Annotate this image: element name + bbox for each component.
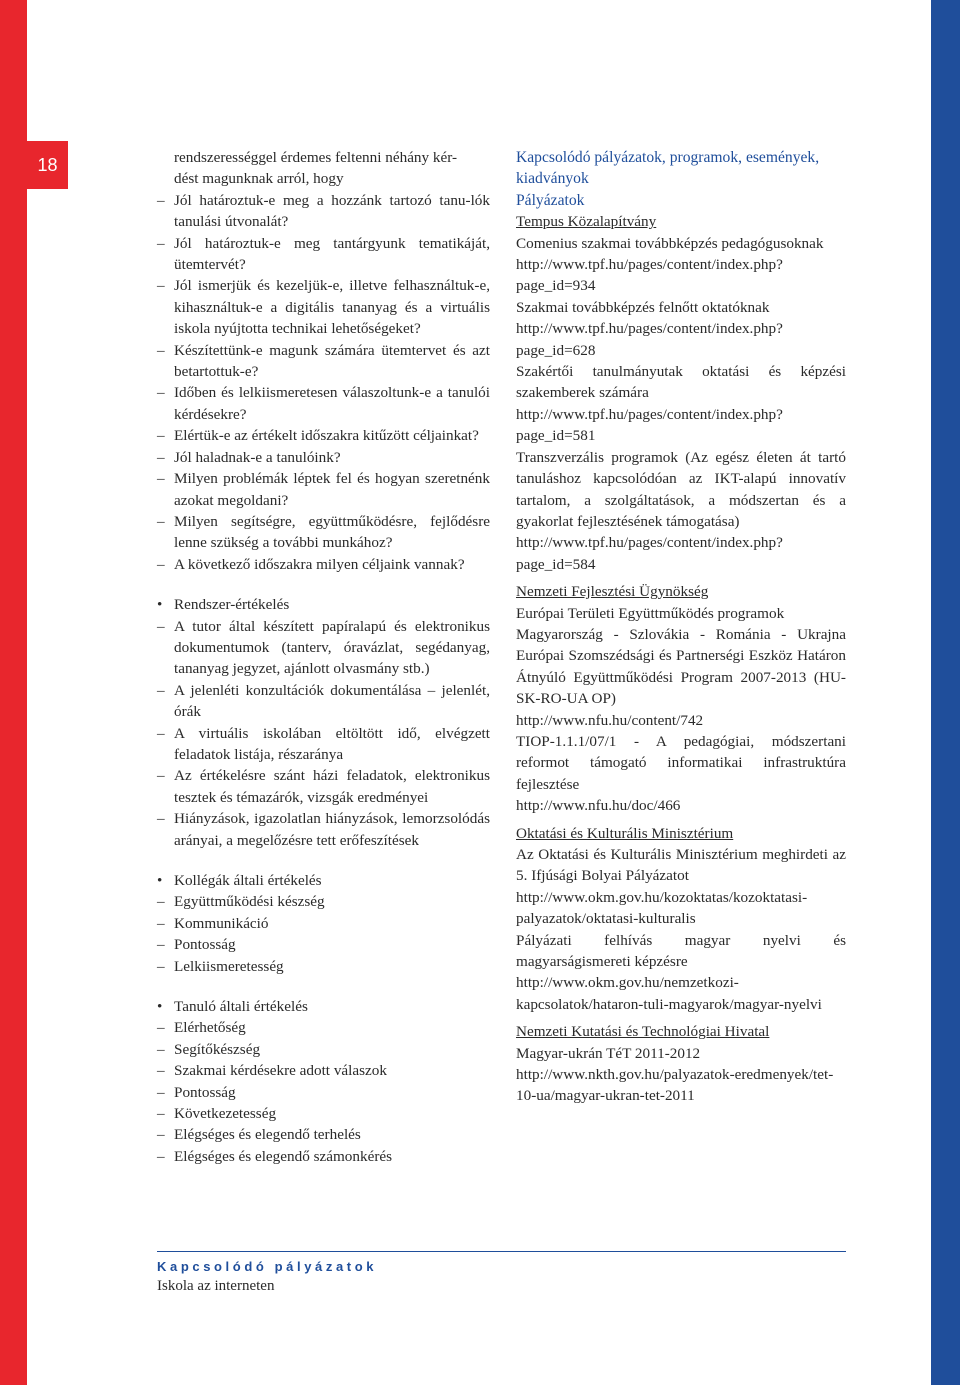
entry-link[interactable]: http://www.okm.gov.hu/kozoktatas/kozoktatasi-palyazatok/oktatasi-kulturalis: [516, 888, 808, 928]
entry-link[interactable]: http://www.tpf.hu/pages/content/index.php?page_id=934: [516, 256, 783, 295]
entry-text: Szakmai továbbképzés felnőtt oktatóknak: [516, 298, 770, 316]
intro-text: [157, 147, 490, 190]
list-item: – Jól ismerjük és kezeljük-e, illetve felhasználtuk-e, kihasználtuk-e a digitális tananyag és a virtuális iskola nyújtotta technikai lehetőségeket?: [157, 275, 490, 339]
entry-text: Magyar-ukrán TéT 2011-2012: [516, 1044, 701, 1062]
entry-text: Szakértői tanulmányutak oktatási és képzési szakemberek számára: [516, 363, 846, 402]
system-eval-section: [157, 594, 490, 851]
list-item: – Jól haladnak-e a tanulóink?: [157, 447, 490, 468]
left-column: [157, 147, 490, 1167]
org-name: Nemzeti Kutatási és Technológiai Hivatal: [516, 1023, 770, 1041]
nfu-block: [516, 581, 846, 816]
entry-link[interactable]: http://www.tpf.hu/pages/content/index.php?page_id=584: [516, 534, 783, 573]
section-subheading: Pályázatok: [516, 191, 585, 209]
list-item: – Elégséges és elegendő terhelés: [157, 1124, 490, 1145]
entry-text: TIOP-1.1.1/07/1 - A pedagógiai, módszertani reformot támogató informatikai infrastruktúra fejlesztése: [516, 732, 846, 793]
intro-line: dést magunknak arról, hogy: [174, 170, 344, 188]
list-item: – Hiányzások, igazolatlan hiányzások, lemorzsolódás arányai, a megelőzésre tett erőfeszítések: [157, 808, 490, 851]
colleague-eval-section: [157, 870, 490, 977]
right-blue-stripe: [931, 0, 960, 1385]
list-item: – Elértük-e az értékelt időszakra kitűzött céljainkat?: [157, 425, 490, 446]
entry-text: Magyarország - Szlovákia - Románia - Ukrajna Európai Szomszédsági és Partnerségi Eszköz Határon Átnyúló Együttműködési Program 2007-2013 (HU-SK-RO-UA OP): [516, 625, 846, 708]
section-title: • Tanuló általi értékelés: [157, 996, 490, 1017]
right-column: [516, 147, 846, 1107]
page-number-tab: [27, 141, 68, 189]
list-item: – Következetesség: [157, 1103, 490, 1124]
entry-text: Comenius szakmai továbbképzés pedagógusoknak: [516, 234, 824, 252]
list-item: – Jól határoztuk-e meg a hozzánk tartozó tanu-lók tanulási útvonalát?: [157, 190, 490, 233]
entry-text: Transzverzális programok (Az egész életen át tartó tanuláshoz kapcsolódóan az IKT-alapú innovatív tartalom, a szolgáltatások, a módszertan és a gyakorlat fejlesztésének támogatása): [516, 448, 846, 530]
okm-block: [516, 823, 846, 1016]
list-item: – Időben és lelkiismeretesen válaszoltunk-e a tanulói kérdésekre?: [157, 382, 490, 425]
footer-subtitle: Iskola az interneten: [157, 1278, 275, 1294]
intro-line: rendszerességgel érdemes feltenni néhány kér-: [174, 149, 458, 166]
list-item: – Segítőkészség: [157, 1039, 490, 1060]
entry-link[interactable]: http://www.okm.gov.hu/nemzetkozi-kapcsolatok/hataron-tuli-magyarok/magyar-nyelvi: [516, 974, 822, 1013]
left-red-stripe: [0, 0, 27, 1385]
entry-link[interactable]: http://www.tpf.hu/pages/content/index.php?page_id=628: [516, 320, 783, 359]
entry-text: Európai Területi Együttműködés programok: [516, 604, 785, 622]
list-item: – Jól határoztuk-e meg tantárgyunk tematikáját, ütemtervét?: [157, 233, 490, 276]
student-eval-section: [157, 996, 490, 1167]
entry-link[interactable]: http://www.nkth.gov.hu/palyazatok-eredmenyek/tet-10-ua/magyar-ukran-tet-2011: [516, 1066, 834, 1105]
entry-text: Az Oktatási és Kulturális Minisztérium meghirdeti az 5. Ifjúsági Bolyai Pályázatot: [516, 846, 846, 885]
list-item: – Szakmai kérdésekre adott válaszok: [157, 1060, 490, 1081]
org-name: Oktatási és Kulturális Minisztérium: [516, 824, 734, 842]
footer-divider: [157, 1251, 846, 1252]
question-list: [157, 190, 490, 575]
list-item: – A következő időszakra milyen céljaink vannak?: [157, 554, 490, 575]
list-item: – Lelkiismeretesség: [157, 956, 490, 977]
page-number: 18: [37, 154, 58, 175]
list-item: – A tutor által készített papíralapú és elektronikus dokumentumok (tanterv, óravázlat, segédanyag, tananyag jegyzet, ajánlott olvasmány stb.): [157, 616, 490, 680]
list-item: – A jelenléti konzultációk dokumentálása – jelenlét, órák: [157, 680, 490, 723]
entry-link[interactable]: http://www.nfu.hu/content/742: [516, 711, 704, 729]
footer-title: Kapcsolódó pályázatok: [157, 1259, 378, 1274]
tempus-block: [516, 211, 846, 575]
section-heading: Kapcsolódó pályázatok, programok, események, kiadványok: [516, 149, 820, 188]
list-item: – Pontosság: [157, 1082, 490, 1103]
list-item: – Elégséges és elegendő számonkérés: [157, 1146, 490, 1167]
list-item: – Milyen segítségre, együttműködésre, fejlődésre lenne szükség a további munkához?: [157, 511, 490, 554]
entry-text: Pályázati felhívás magyar nyelvi és magyarságismereti képzésre: [516, 931, 846, 971]
list-item: – Pontosság: [157, 934, 490, 955]
list-item: – Készítettünk-e magunk számára ütemtervet és azt betartottuk-e?: [157, 340, 490, 383]
nkth-block: [516, 1021, 846, 1107]
list-item: – Milyen problémák léptek fel és hogyan szeretnénk azokat megoldani?: [157, 468, 490, 511]
list-item: – A virtuális iskolában eltöltött idő, elvégzett feladatok listája, részaránya: [157, 723, 490, 766]
org-name: Tempus Közalapítvány: [516, 213, 657, 231]
entry-link[interactable]: http://www.tpf.hu/pages/content/index.php?page_id=581: [516, 405, 783, 445]
section-title: • Rendszer-értékelés: [157, 594, 490, 615]
entry-link[interactable]: http://www.nfu.hu/doc/466: [516, 797, 681, 815]
org-name: Nemzeti Fejlesztési Ügynökség: [516, 583, 709, 601]
list-item: – Az értékelésre szánt házi feladatok, elektronikus tesztek és témazárók, vizsgák eredményei: [157, 765, 490, 808]
list-item: – Együttműködési készség: [157, 891, 490, 912]
list-item: – Kommunikáció: [157, 913, 490, 934]
list-item: – Elérhetőség: [157, 1017, 490, 1038]
section-title: • Kollégák általi értékelés: [157, 870, 490, 891]
